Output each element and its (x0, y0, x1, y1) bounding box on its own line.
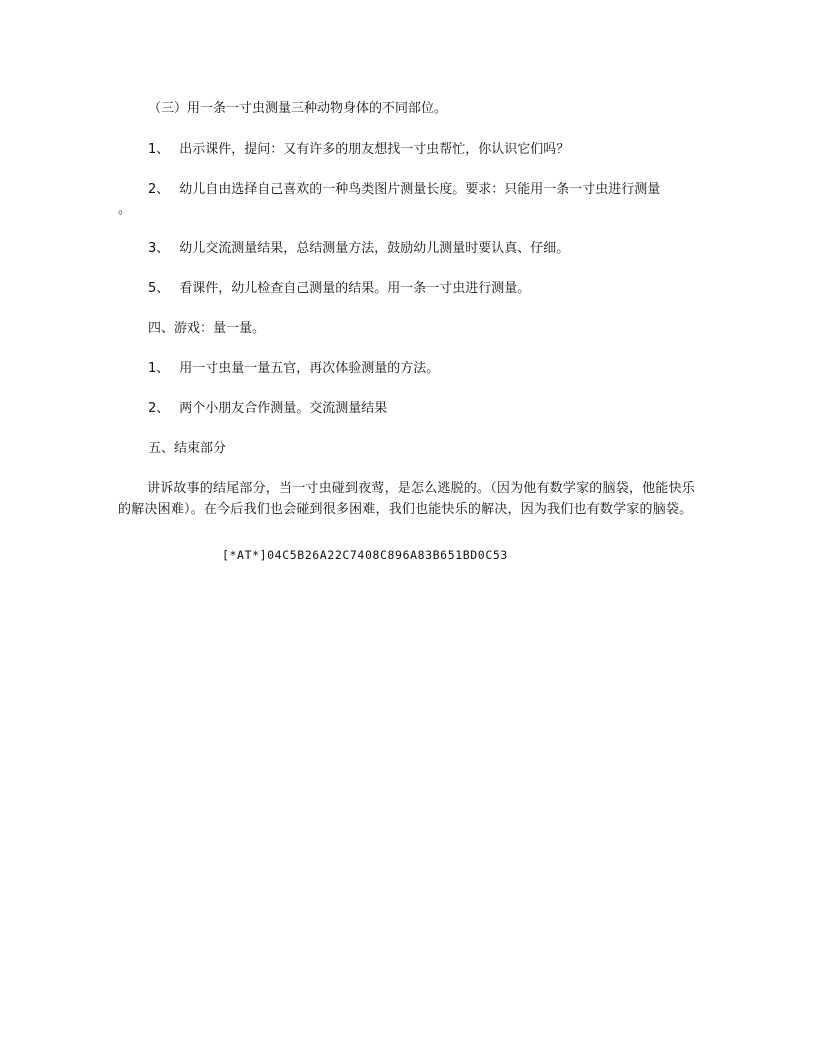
item-number: 1、 (148, 142, 170, 157)
closing-paragraph: 讲诉故事的结尾部分，当一寸虫碰到夜莺，是怎么逃脱的。（因为他有数学家的脑袋，他能快乐的解决困难）。在今后我们也会碰到很多困难，我们也能快乐的解决，因为我们也有数学家的脑袋。 (118, 481, 695, 517)
list-item (148, 181, 660, 198)
list-item (148, 360, 439, 377)
item-number: 2、 (148, 401, 170, 416)
item-number: 5、 (148, 281, 170, 296)
item-number: 2、 (148, 182, 170, 197)
list-item (148, 141, 569, 158)
list-item (148, 280, 530, 297)
document-code: [*AT*]04C5B26A22C7408C896A83B651BD0C53 (222, 548, 508, 562)
section-4-heading: 四、游戏：量一量。 (148, 321, 266, 336)
item-text: 用一寸虫量一量五官，再次体验测量的方法。 (179, 361, 440, 376)
item-number: 3、 (148, 241, 170, 256)
item-text: 幼儿交流测量结果，总结测量方法，鼓励幼儿测量时要认真、仔细。 (179, 241, 570, 256)
section-5-heading: 五、结束部分 (148, 441, 227, 456)
item-text: 看课件，幼儿检查自己测量的结果。用一条一寸虫进行测量。 (179, 281, 531, 296)
item-text: 幼儿自由选择自己喜欢的一种鸟类图片测量长度。要求：只能用一条一寸虫进行测量 (179, 182, 661, 197)
item-number: 1、 (148, 361, 170, 376)
list-item (148, 400, 387, 417)
list-item (148, 240, 569, 257)
item-wrap-text: 。 (118, 202, 132, 217)
item-text: 出示课件，提问：又有许多的朋友想找一寸虫帮忙，你认识它们吗？ (179, 142, 570, 157)
section-3-heading: （三）用一条一寸虫测量三种动物身体的不同部位。 (148, 101, 448, 116)
item-text: 两个小朋友合作测量。交流测量结果 (179, 401, 388, 416)
